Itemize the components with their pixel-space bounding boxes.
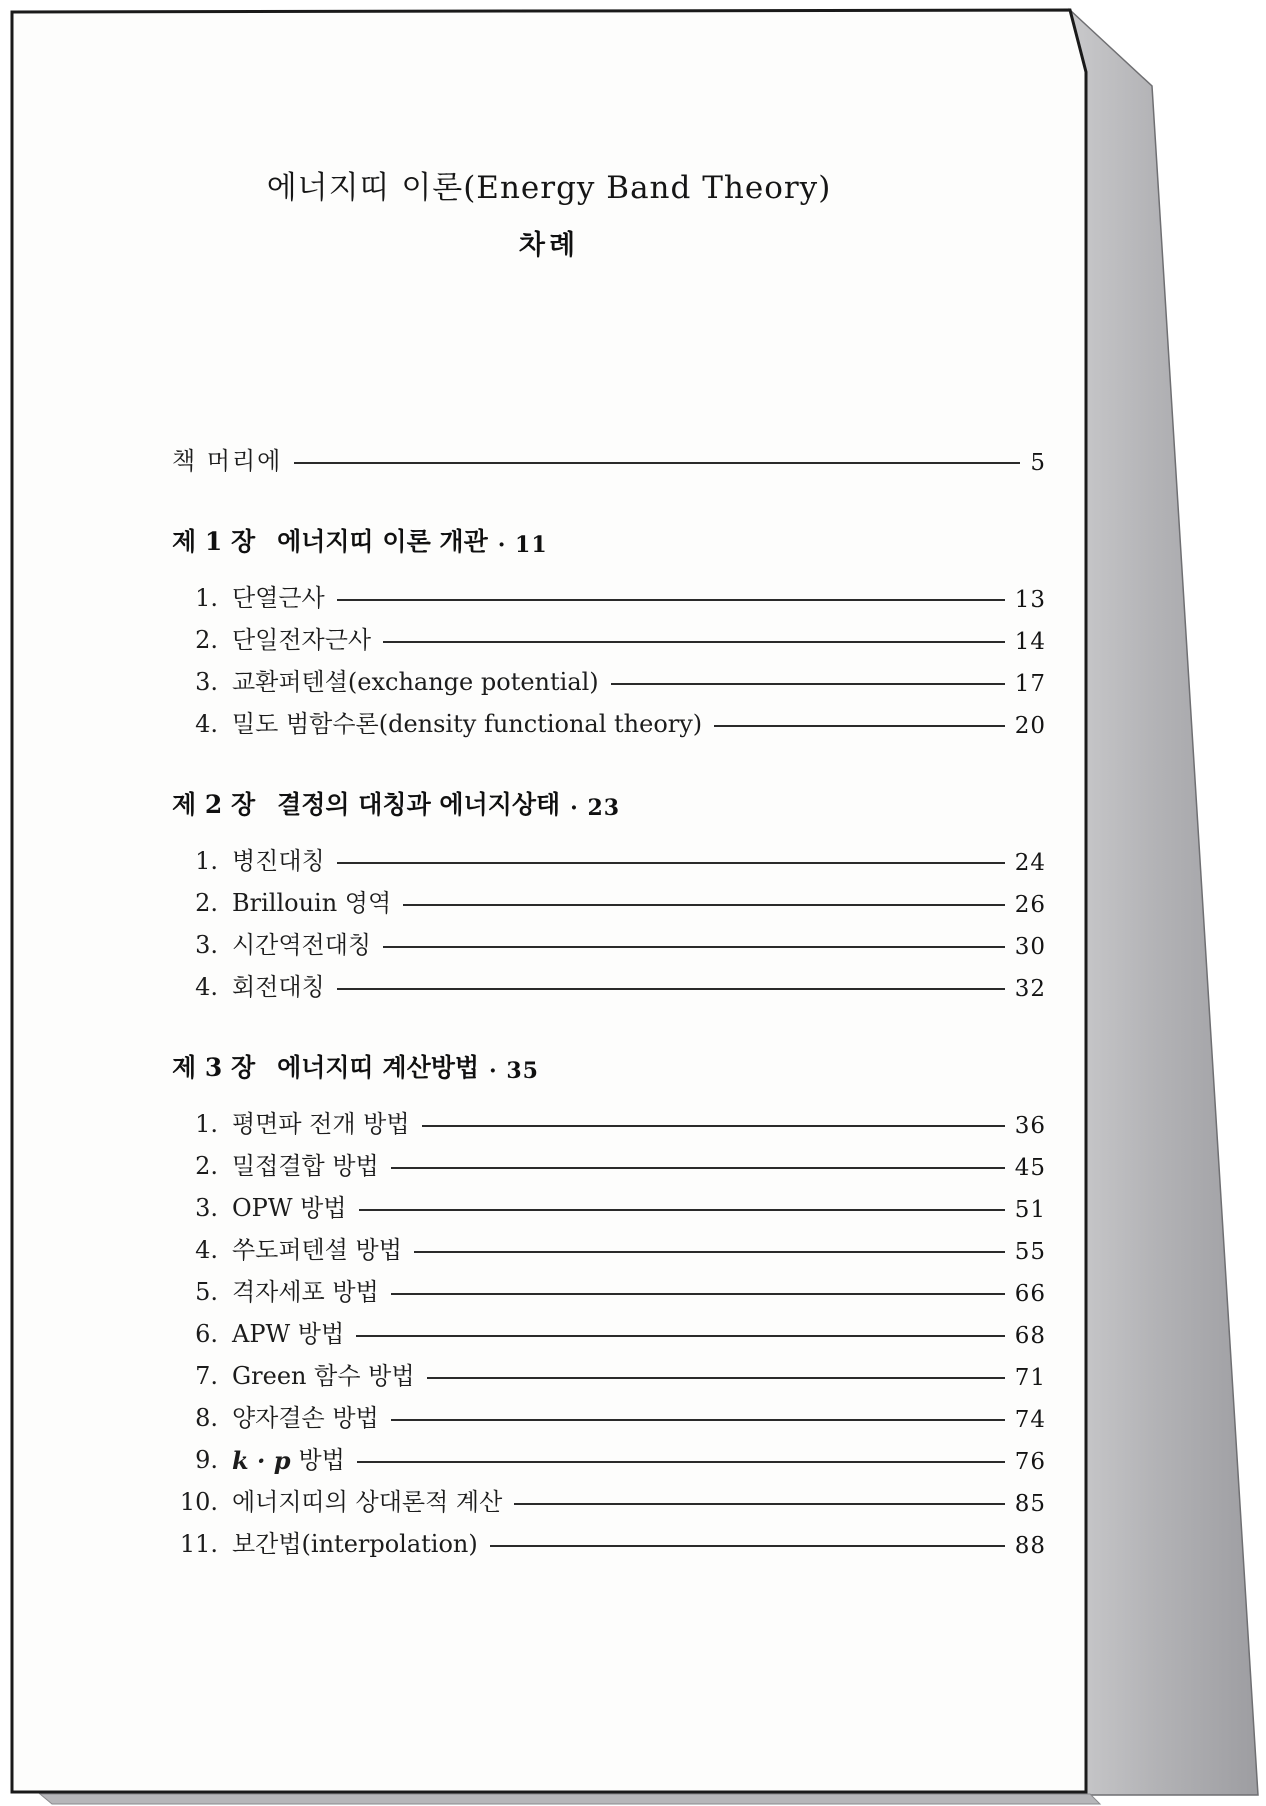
page-number: 26 bbox=[1014, 891, 1046, 918]
page-number: 45 bbox=[1014, 1154, 1046, 1181]
item-label: Brillouin 영역 bbox=[232, 889, 392, 918]
item-number: 8. bbox=[195, 1404, 218, 1433]
item-number: 1. bbox=[195, 847, 218, 876]
toc-item-row bbox=[172, 1181, 1046, 1223]
chapter-page-number: · 23 bbox=[570, 795, 621, 821]
item-number: 6. bbox=[195, 1320, 218, 1349]
chapter-items bbox=[172, 834, 1046, 1002]
leader-line bbox=[403, 904, 1005, 906]
toc-item-row bbox=[172, 1307, 1046, 1349]
leader-line bbox=[422, 1125, 1005, 1127]
leader-line bbox=[427, 1377, 1005, 1379]
page-number: 85 bbox=[1014, 1490, 1046, 1517]
page-title: 에너지띠 이론(Energy Band Theory) bbox=[266, 170, 832, 206]
item-number: 2. bbox=[195, 1152, 218, 1181]
leader-line bbox=[391, 1167, 1005, 1169]
leader-line bbox=[391, 1293, 1005, 1295]
toc-item-row bbox=[172, 571, 1046, 613]
toc-item-row bbox=[172, 1391, 1046, 1433]
page-number: 32 bbox=[1014, 975, 1046, 1002]
chapter-section bbox=[172, 779, 1046, 1002]
leader-line bbox=[294, 462, 1020, 464]
leader-line bbox=[337, 988, 1005, 990]
item-label: 에너지띠의 상대론적 계산 bbox=[232, 1488, 503, 1517]
toc-heading: 차례 bbox=[518, 230, 580, 261]
front-matter-label: 책 머리에 bbox=[172, 447, 283, 476]
leader-line bbox=[490, 1545, 1005, 1547]
toc-item-row bbox=[172, 1097, 1046, 1139]
leader-line bbox=[611, 683, 1005, 685]
page-number: 14 bbox=[1014, 628, 1046, 655]
page-number: 68 bbox=[1014, 1322, 1046, 1349]
item-number: 4. bbox=[195, 973, 218, 1002]
toc-item-row bbox=[172, 918, 1046, 960]
page-content bbox=[12, 12, 1086, 1559]
page-number: 88 bbox=[1014, 1532, 1046, 1559]
toc-item-row bbox=[172, 876, 1046, 918]
chapter-page-number: · 11 bbox=[497, 532, 548, 558]
item-label: Green 함수 방법 bbox=[232, 1362, 415, 1391]
leader-line bbox=[356, 1335, 1005, 1337]
page-number: 55 bbox=[1014, 1238, 1046, 1265]
chapter-heading bbox=[172, 516, 1046, 558]
chapter-number: 제 1 장 bbox=[172, 527, 256, 556]
item-number: 5. bbox=[195, 1278, 218, 1307]
item-number: 4. bbox=[195, 1236, 218, 1265]
item-label: 쑤도퍼텐셜 방법 bbox=[232, 1236, 402, 1265]
toc-item-row bbox=[172, 1433, 1046, 1475]
toc-item-row bbox=[172, 1139, 1046, 1181]
item-label: 회전대칭 bbox=[232, 973, 325, 1002]
item-label: 시간역전대칭 bbox=[232, 931, 372, 960]
toc-item-row bbox=[172, 1349, 1046, 1391]
item-label: 단열근사 bbox=[232, 584, 325, 613]
toc-item-row bbox=[172, 613, 1046, 655]
leader-line bbox=[357, 1461, 1005, 1463]
chapter-page-number: · 35 bbox=[489, 1058, 539, 1084]
page-number: 36 bbox=[1014, 1112, 1046, 1139]
chapter-items bbox=[172, 571, 1046, 739]
chapter-heading bbox=[172, 1042, 1046, 1084]
front-matter-row bbox=[172, 434, 1046, 476]
item-label: 평면파 전개 방법 bbox=[232, 1110, 410, 1139]
chapter-title: 결정의 대칭과 에너지상태 bbox=[277, 790, 561, 819]
item-label: 단일전자근사 bbox=[232, 626, 372, 655]
page-number: 13 bbox=[1014, 586, 1046, 613]
leader-line bbox=[414, 1251, 1005, 1253]
toc-item-row bbox=[172, 960, 1046, 1002]
leader-line bbox=[714, 725, 1005, 727]
toc-item-row bbox=[172, 1223, 1046, 1265]
item-label: 양자결손 방법 bbox=[232, 1404, 379, 1433]
table-of-contents bbox=[12, 434, 1086, 1559]
leader-line bbox=[514, 1503, 1004, 1505]
leader-line bbox=[337, 862, 1005, 864]
book-bottom-edge bbox=[40, 1794, 1100, 1804]
leader-line bbox=[359, 1209, 1005, 1211]
page-number: 24 bbox=[1014, 849, 1046, 876]
chapter-section bbox=[172, 516, 1046, 739]
page-number: 66 bbox=[1014, 1280, 1046, 1307]
leader-line bbox=[391, 1419, 1005, 1421]
chapter-number: 제 2 장 bbox=[172, 790, 256, 819]
item-number: 2. bbox=[195, 626, 218, 655]
item-label: 보간법(interpolation) bbox=[232, 1530, 478, 1559]
item-number: 1. bbox=[195, 584, 218, 613]
item-number: 1. bbox=[195, 1110, 218, 1139]
page-number: 51 bbox=[1014, 1196, 1046, 1223]
item-label: 밀접결합 방법 bbox=[232, 1152, 379, 1181]
toc-item-row bbox=[172, 834, 1046, 876]
item-math-label: k · p bbox=[232, 1446, 291, 1476]
item-number: 9. bbox=[195, 1446, 218, 1475]
page-number: 74 bbox=[1014, 1406, 1046, 1433]
item-label: 방법 bbox=[298, 1446, 345, 1475]
page-number: 30 bbox=[1014, 933, 1046, 960]
toc-item-row bbox=[172, 655, 1046, 697]
item-number: 4. bbox=[195, 710, 218, 739]
chapter-items bbox=[172, 1097, 1046, 1559]
item-label: 밀도 범함수론(density functional theory) bbox=[232, 710, 703, 739]
item-number: 7. bbox=[195, 1362, 218, 1391]
page-number: 17 bbox=[1014, 670, 1046, 697]
item-number: 3. bbox=[195, 1194, 218, 1223]
page-number: 71 bbox=[1014, 1364, 1046, 1391]
item-number: 10. bbox=[179, 1488, 218, 1517]
book-fore-edge bbox=[1070, 10, 1258, 1795]
chapter-section bbox=[172, 1042, 1046, 1559]
item-number: 2. bbox=[195, 889, 218, 918]
toc-item-row bbox=[172, 1517, 1046, 1559]
item-number: 3. bbox=[195, 668, 218, 697]
leader-line bbox=[383, 641, 1005, 643]
item-label: 병진대칭 bbox=[232, 847, 325, 876]
page-number: 20 bbox=[1014, 712, 1046, 739]
item-label: APW 방법 bbox=[232, 1320, 345, 1349]
item-number: 11. bbox=[179, 1530, 218, 1559]
chapter-title: 에너지띠 계산방법 bbox=[277, 1053, 480, 1082]
chapter-title: 에너지띠 이론 개관 bbox=[277, 527, 488, 556]
chapter-list bbox=[172, 516, 1046, 1559]
page-number: 76 bbox=[1014, 1448, 1046, 1475]
chapter-number: 제 3 장 bbox=[172, 1053, 256, 1082]
leader-line bbox=[383, 946, 1005, 948]
chapter-heading bbox=[172, 779, 1046, 821]
toc-item-row bbox=[172, 697, 1046, 739]
page-number: 5 bbox=[1030, 449, 1046, 476]
toc-item-row bbox=[172, 1265, 1046, 1307]
item-label: 격자세포 방법 bbox=[232, 1278, 379, 1307]
leader-line bbox=[337, 599, 1005, 601]
item-label: OPW 방법 bbox=[232, 1194, 347, 1223]
toc-item-row bbox=[172, 1475, 1046, 1517]
item-number: 3. bbox=[195, 931, 218, 960]
item-label: 교환퍼텐셜(exchange potential) bbox=[232, 668, 599, 697]
